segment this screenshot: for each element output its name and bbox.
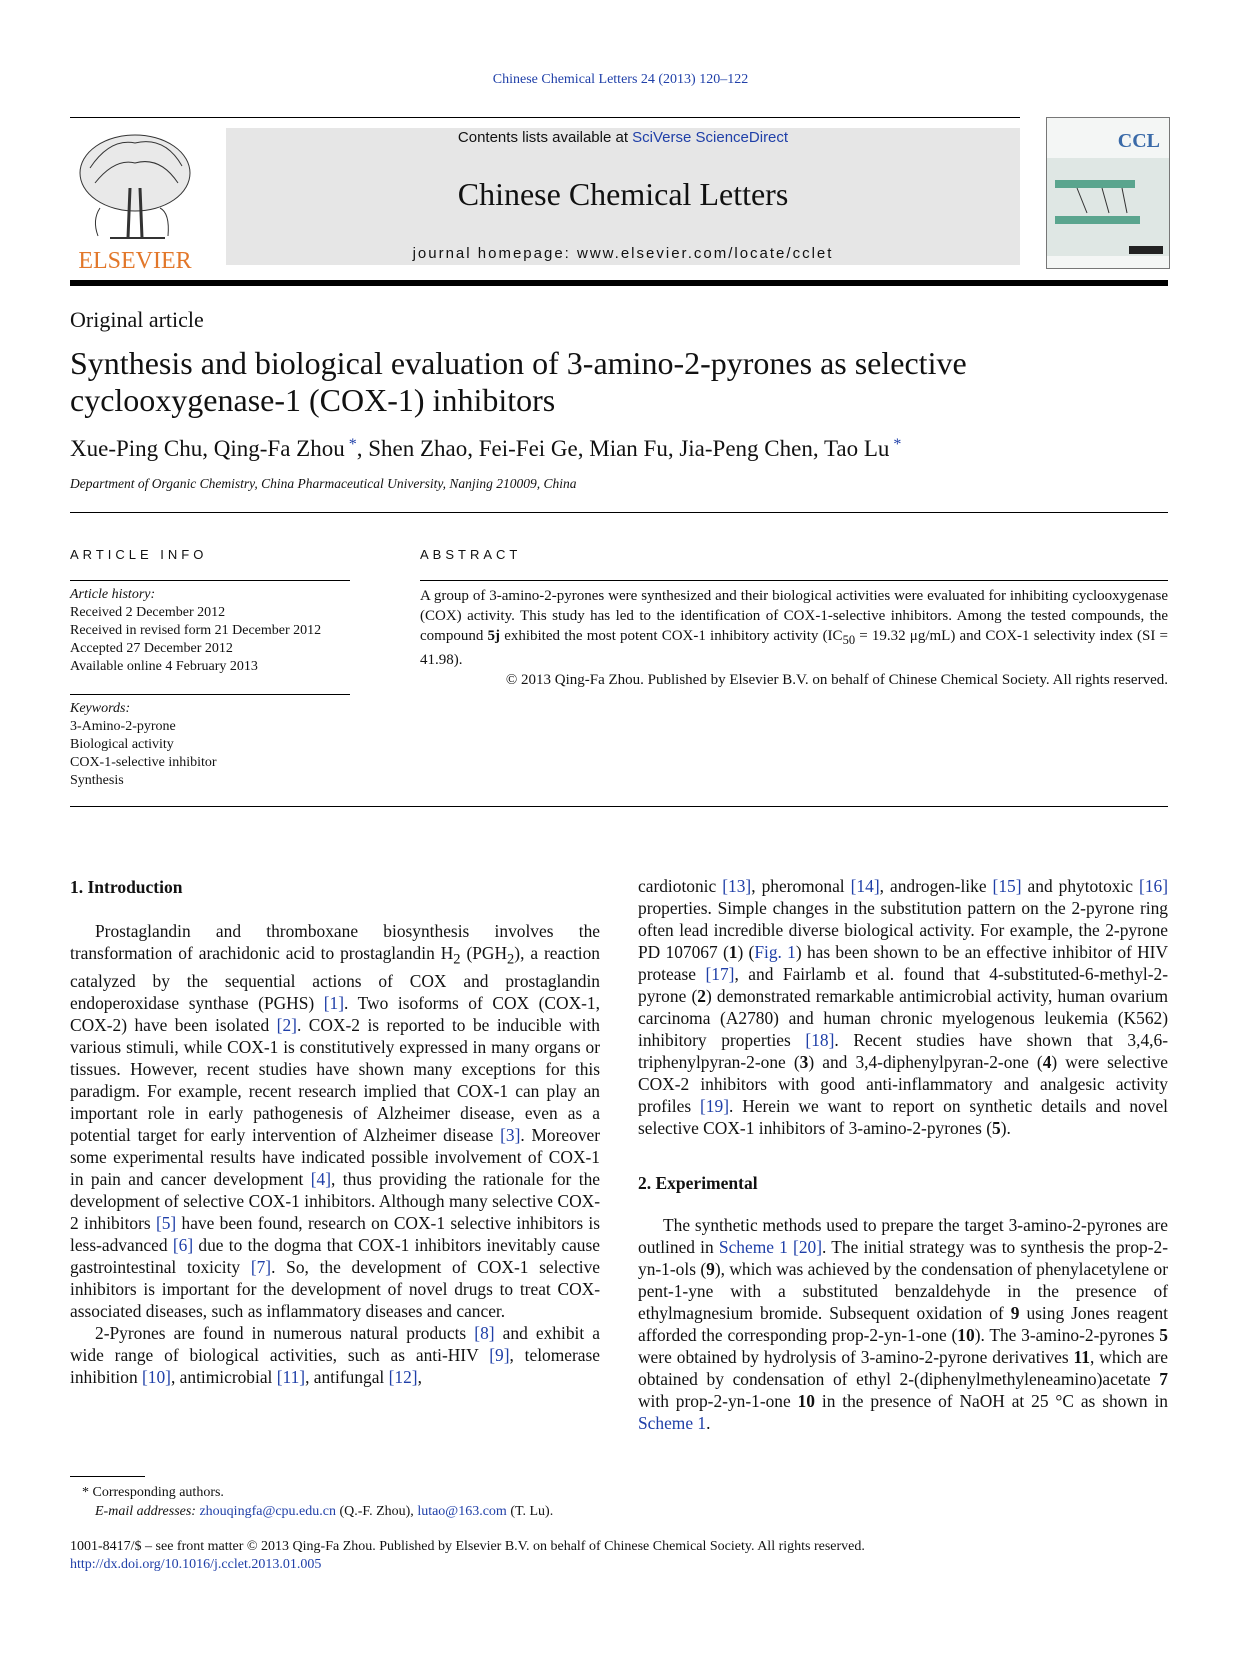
intro-paragraph-3: cardiotonic [13], pheromonal [14], androgen-like [15] and phytotoxic [16] properties. Simple changes in the substitution pattern on the 2-pyrone ring often lead incredible diverse biological activity. For example, the 2-pyrone PD 107067 (1) (Fig. 1) has been shown to be an effective inhibitor of HIV protease [17], and Fairlamb et al. found that 4-substituted-6-methyl-2-pyrone (2) demonstrated remarkable antimicrobial activity, human ovarium carcinoma (A2780) and human chronic myelogenous leukemia (K562) inhibitory properties [18]. Recent studies have shown that 3,4,6-triphenylpyran-2-one (3) and 3,4-diphenylpyran-2-one (4) were selective COX-2 inhibitors with good anti-inflammatory and analgesic activity profiles [19]. Herein we want to report on synthetic details and novel selective COX-1 inhibitors of 3-amino-2-pyrones (5). [638,876,1169,1138]
author-name: Fei-Fei Ge [478,436,578,461]
abstract-heading: ABSTRACT [420,547,522,562]
history-revised: Received in revised form 21 December 2012 [70,623,322,638]
article-info-heading: ARTICLE INFO [70,547,208,562]
author-list: Xue-Ping Chu, Qing-Fa Zhou *, Shen Zhao, Fei-Fei Ge, Mian Fu, Jia-Peng Chen, Tao Lu * [70,436,902,461]
sciencedirect-link[interactable]: SciVerse ScienceDirect [632,129,789,146]
journal-name: Chinese Chemical Letters [457,176,789,212]
history-online: Available online 4 February 2013 [70,659,258,674]
keywords-label: Keywords: [70,701,131,716]
email-link-lu[interactable]: lutao@163.com [417,1504,507,1519]
email-link-zhou[interactable]: zhouqingfa@cpu.edu.cn [199,1504,336,1519]
corresponding-author-marker[interactable]: * [344,436,357,453]
history-accepted: Accepted 27 December 2012 [70,641,233,656]
experimental-heading: 2. Experimental [638,1173,758,1193]
author-name: Mian Fu [589,436,668,461]
contents-line [226,129,1020,146]
page-footer [70,1538,1168,1574]
article-type: Original article [70,307,204,332]
body-column-right [638,875,1168,1434]
email-label: E-mail addresses: [95,1504,200,1519]
history-label: Article history: [70,587,156,602]
keyword: Synthesis [70,773,124,788]
intro-heading: 1. Introduction [70,877,183,897]
abstract-text: A group of 3-amino-2-pyrones were synthesized and their biological activities were evaluated for inhibiting cyclooxygenase (COX) activity. This study has led to the identification of COX-1-selective inhibitors. Among the tested compounds, the compound 5j exhibited the most potent COX-1 inhibitory activity ($IC_{50} = 19.32$ μg/mL) and COX-1 selectivity index (SI = 41.98). [420,588,1168,668]
email-owner-lu: (T. Lu). [506,1504,554,1519]
author-name: Qing-Fa Zhou [213,436,345,461]
footnote-rule [70,1476,145,1477]
email-owner-zhou: (Q.-F. Zhou), [335,1504,418,1519]
body-rule [70,806,1168,807]
author-name: Xue-Ping Chu [70,436,203,461]
corresponding-note: * Corresponding authors. [82,1485,224,1500]
section-rule [70,512,1168,513]
keywords-rule [70,694,350,695]
abstract-rule [420,580,1168,581]
header-rule [70,117,1020,118]
intro-paragraph-1: Prostaglandin and thromboxane biosynthesis involves the transformation of arachidonic acid to prostaglandin $H_2$ $(PGH_2)$, a reaction catalyzed by the sequential actions of COX and prostaglandin endoperoxidase synthase (PGHS) [1]. Two isoforms of COX (COX-1, COX-2) have been isolated [2]. COX-2 is reported to be inducible with various stimuli, while COX-1 is constitutively expressed in many organs or tissues. However, recent studies have shown many exceptions for this paradigm. For example, recent research implied that COX-1 can play an important role in early pathogenesis of Alzheimer disease, even as a potential target for early intervention of Alzheimer disease [3]. Moreover some experimental results have indicated possible involvement of COX-1 in pain and cancer development [4], thus providing the rationale for the development of selective COX-1 inhibitors. Although many selective COX-2 inhibitors [5] have been found, research on COX-1 selective inhibitors is less-advanced [6] due to the dogma that COX-1 inhibitors inevitably cause gastrointestinal toxicity [7]. So, the development of COX-1 selective inhibitors is important for the development of novel drugs to treat COX-associated diseases, such as inflammatory diseases and cancer. [70,921,601,1322]
keyword: Biological activity [70,737,174,752]
author-name: Tao Lu [823,436,890,461]
body-column-left [70,877,601,1388]
author-name: Jia-Peng Chen [679,436,813,461]
journal-homepage[interactable]: journal homepage: www.elsevier.com/locate/cclet [412,245,834,262]
keyword: 3-Amino-2-pyrone [70,719,176,734]
abstract-copyright: © 2013 Qing-Fa Zhou. Published by Elsevier B.V. on behalf of Chinese Chemical Society. All rights reserved. [505,672,1168,688]
issn-line: 1001-8417/$ – see front matter © 2013 Qing-Fa Zhou. Published by Elsevier B.V. on behalf of Chinese Chemical Society. All rights reserved. [70,1539,865,1554]
keywords [70,700,355,790]
keyword: COX-1-selective inhibitor [70,755,217,770]
email-line [70,1502,600,1521]
journal-citation[interactable]: Chinese Chemical Letters 24 (2013) 120–122 [492,72,749,87]
doi-link[interactable]: http://dx.doi.org/10.1016/j.cclet.2013.01.005 [70,1557,322,1572]
article-history [70,586,355,676]
footnote [70,1483,600,1521]
article-info-rule [70,580,350,581]
history-received: Received 2 December 2012 [70,605,226,620]
affiliation: Department of Organic Chemistry, China Pharmaceutical University, Nanjing 210009, China [70,476,577,491]
author-name: Shen Zhao [368,436,468,461]
corresponding-author-marker[interactable]: * [889,436,902,453]
abstract-body [420,586,1168,690]
header-thick-rule [70,280,1168,286]
cover-title: CCL [1117,130,1160,152]
intro-paragraph-2: 2-Pyrones are found in numerous natural products [8] and exhibit a wide range of biological activities, such as anti-HIV [9], telomerase inhibition [10], antimicrobial [11], antifungal [12], [70,1323,600,1388]
experimental-paragraph-1: The synthetic methods used to prepare the target 3-amino-2-pyrones are outlined in Scheme 1 [20]. The initial strategy was to synthesis the prop-2-yn-1-ols (9), which was achieved by the condensation of phenylacetylene or pent-1-yne with a substituted benzaldehyde in the presence of ethylmagnesium bromide. Subsequent oxidation of 9 using Jones reagent afforded the corresponding prop-2-yn-1-one (10). The 3-amino-2-pyrones 5 were obtained by hydrolysis of 3-amino-2-pyrone derivatives 11, which are obtained by condensation of ethyl 2-(diphenylmethyleneamino)acetate 7 with prop-2-yn-1-one 10 in the presence of NaOH at 25 °C as shown in Scheme 1. [638,1215,1169,1433]
elsevier-wordmark: ELSEVIER [78,248,192,274]
contents-prefix: Contents lists available at [457,129,633,146]
article-title: Synthesis and biological evaluation of 3-amino-2-pyrones as selective cyclooxygenase-1 (COX-1) inhibitors [70,345,967,418]
